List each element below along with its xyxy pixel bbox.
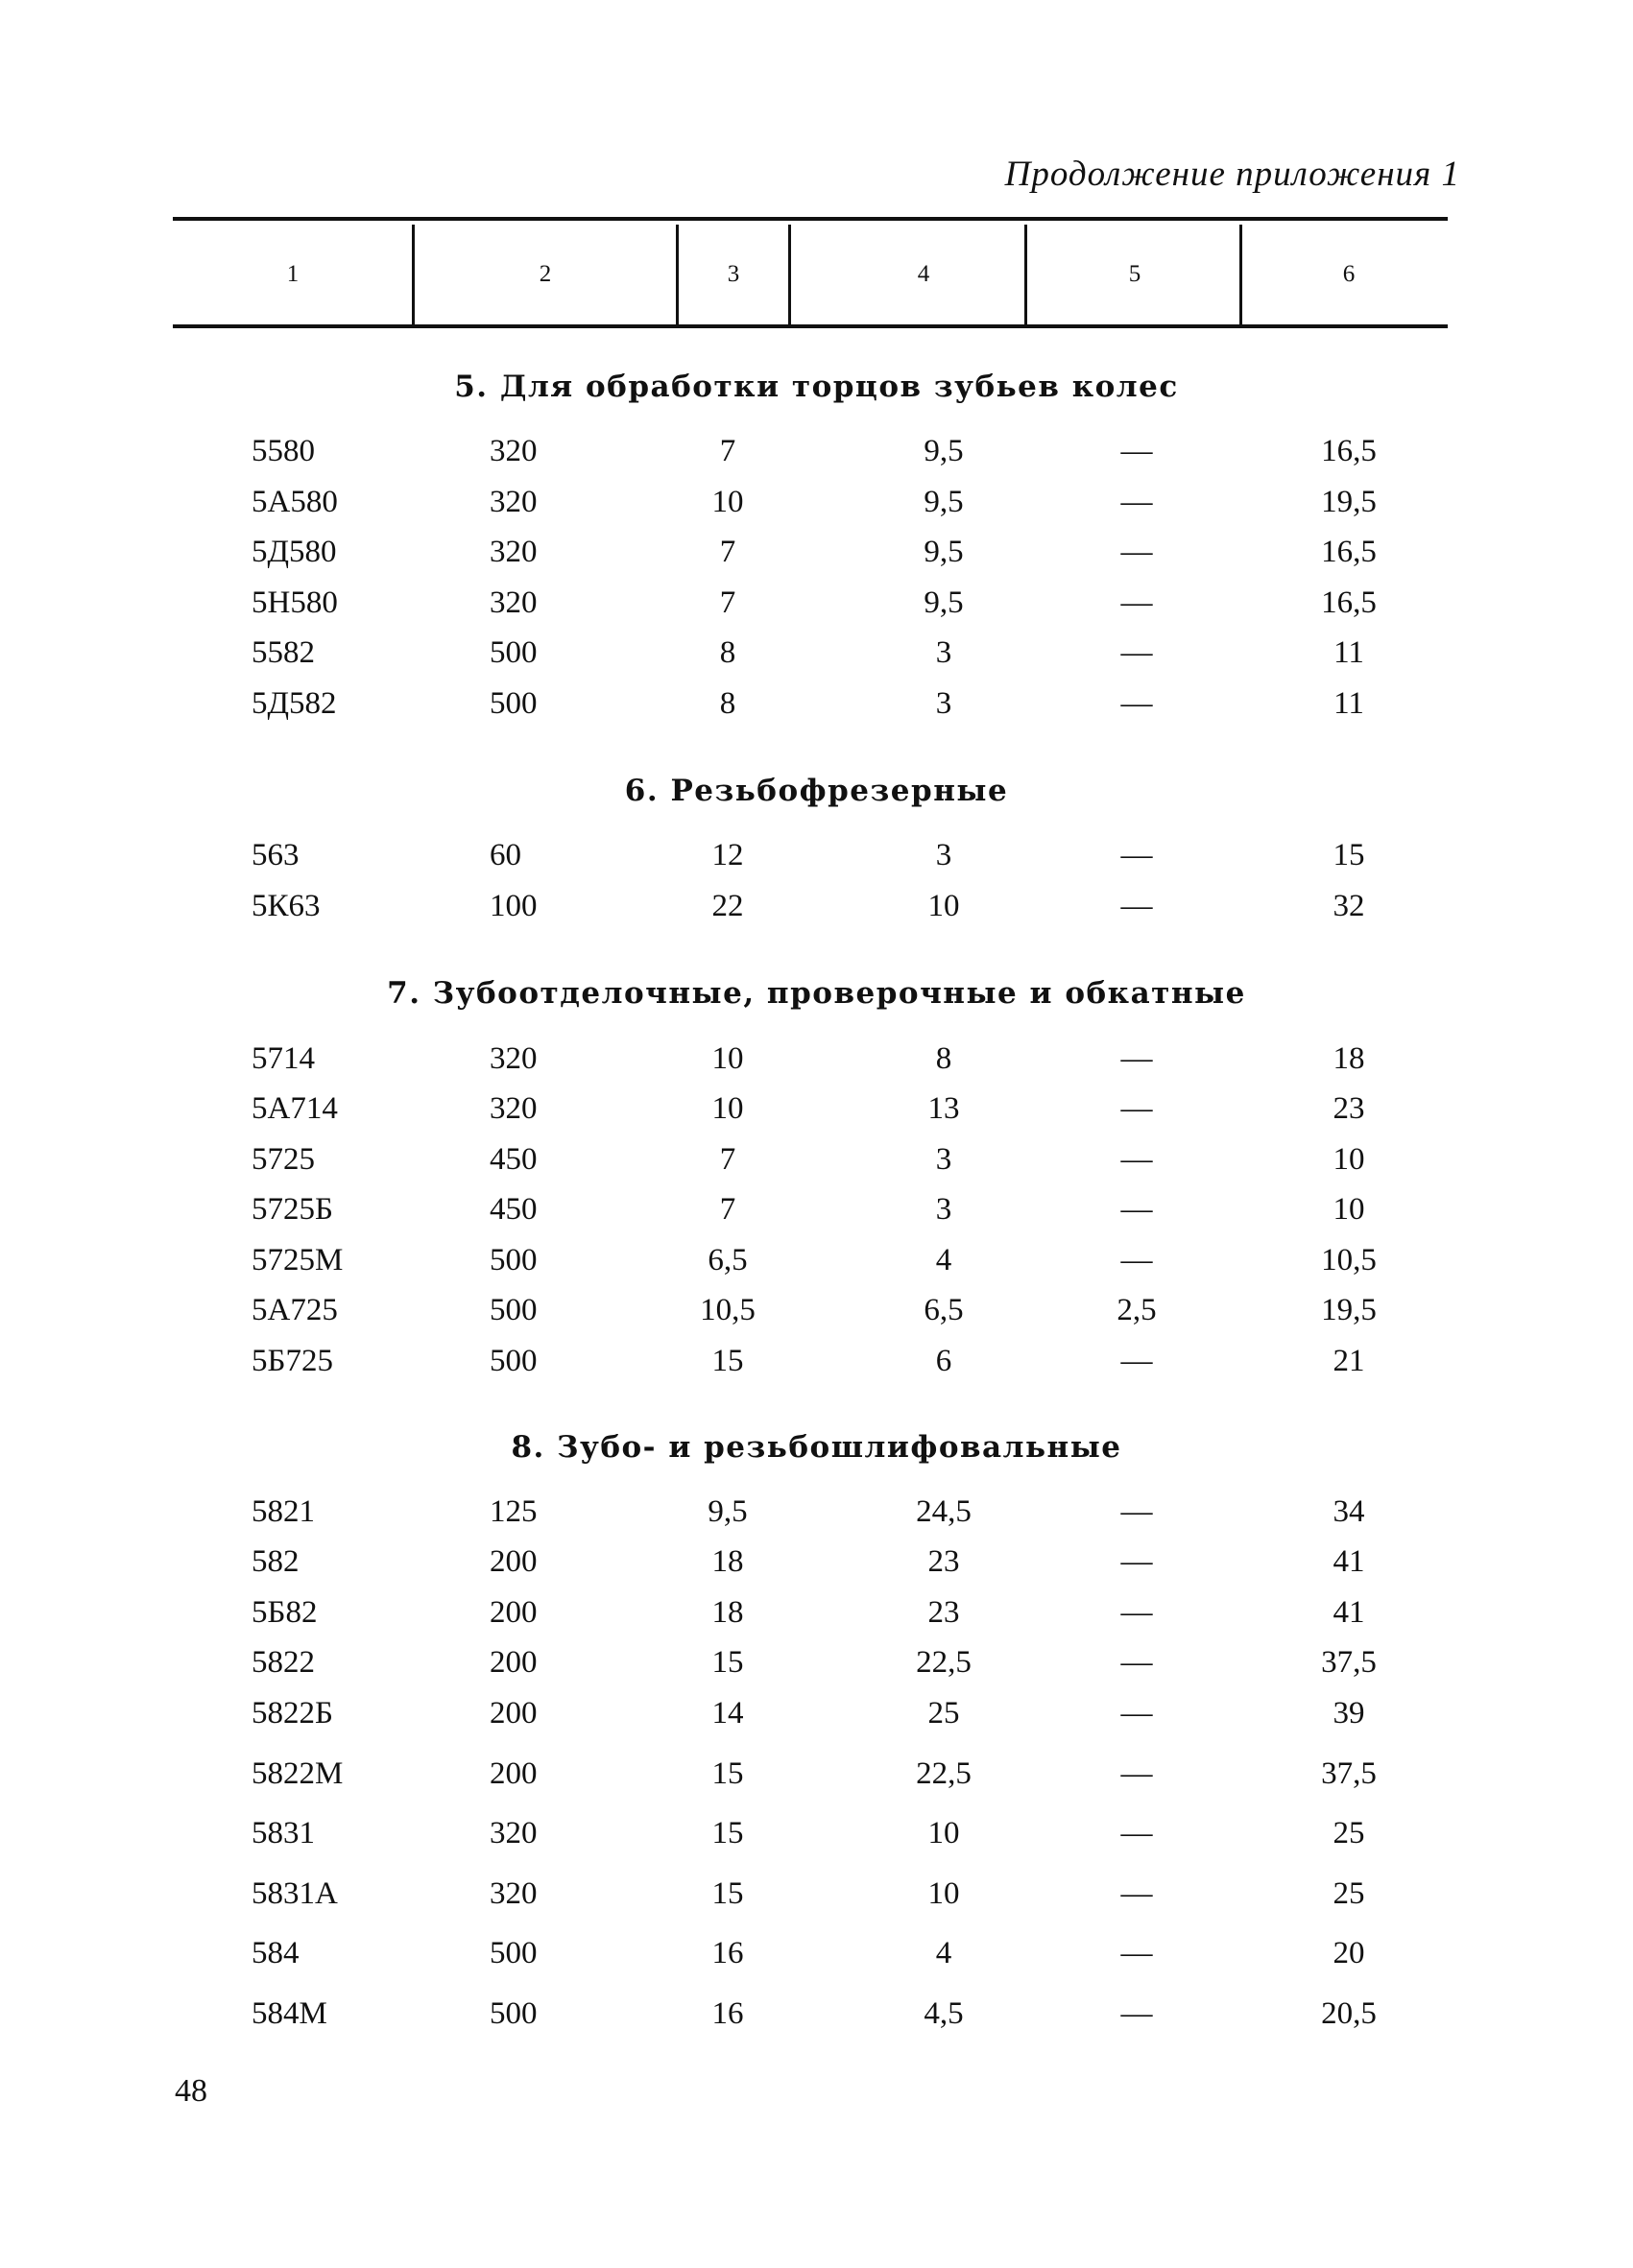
table-cell-col6: 41 xyxy=(1333,1544,1365,1579)
table-cell-col6: 11 xyxy=(1333,686,1364,721)
table-header-rule xyxy=(173,324,1448,328)
column-number-6: 6 xyxy=(1342,261,1356,287)
table-cell-col3: 7 xyxy=(719,434,736,468)
table-cell-col3: 15 xyxy=(711,1876,744,1911)
table-cell-col3: 7 xyxy=(719,1142,736,1177)
table-cell-col6: 25 xyxy=(1333,1816,1365,1850)
table-cell-col4: 10 xyxy=(927,889,960,923)
table-cell-col6: 19,5 xyxy=(1321,485,1377,519)
table-cell-col3: 10 xyxy=(711,485,744,519)
table-cell-col1: 5Б725 xyxy=(252,1344,333,1378)
table-cell-col3: 8 xyxy=(719,635,736,670)
table-row xyxy=(0,585,1633,632)
table-row xyxy=(0,1243,1633,1289)
table-cell-col5: — xyxy=(1120,1142,1153,1177)
table-cell-col2: 200 xyxy=(490,1595,538,1630)
table-cell-col1: 5Н580 xyxy=(252,585,338,620)
table-cell-col3: 8 xyxy=(719,686,736,721)
table-cell-col4: 24,5 xyxy=(916,1494,972,1529)
table-row xyxy=(0,1142,1633,1188)
table-cell-col3: 10,5 xyxy=(700,1293,756,1327)
table-cell-col3: 7 xyxy=(719,535,736,569)
continuation-header: Продолжение приложения 1 xyxy=(1004,155,1460,194)
table-cell-col6: 16,5 xyxy=(1321,535,1377,569)
table-cell-col6: 10 xyxy=(1333,1142,1365,1177)
table-cell-col1: 582 xyxy=(252,1544,300,1579)
table-cell-col6: 19,5 xyxy=(1321,1293,1377,1327)
table-cell-col3: 9,5 xyxy=(708,1494,748,1529)
table-cell-col5: — xyxy=(1120,485,1153,519)
table-cell-col5: — xyxy=(1120,1595,1153,1630)
table-cell-col6: 18 xyxy=(1333,1041,1365,1076)
table-cell-col4: 8 xyxy=(935,1041,952,1076)
table-cell-col2: 200 xyxy=(490,1696,538,1731)
table-cell-col2: 320 xyxy=(490,485,538,519)
table-cell-col1: 5К63 xyxy=(252,889,321,923)
table-cell-col1: 5822 xyxy=(252,1645,315,1680)
table-cell-col2: 450 xyxy=(490,1192,538,1227)
table-cell-col5: — xyxy=(1120,585,1153,620)
table-cell-col6: 32 xyxy=(1333,889,1365,923)
table-cell-col4: 6,5 xyxy=(924,1293,964,1327)
table-row xyxy=(0,434,1633,480)
table-row xyxy=(0,1876,1633,1922)
table-cell-col4: 13 xyxy=(927,1091,960,1126)
table-cell-col6: 37,5 xyxy=(1321,1645,1377,1680)
column-divider xyxy=(788,225,791,324)
table-cell-col2: 500 xyxy=(490,1243,538,1277)
column-number-5: 5 xyxy=(1128,261,1141,287)
table-cell-col6: 41 xyxy=(1333,1595,1365,1630)
table-cell-col4: 23 xyxy=(927,1544,960,1579)
column-number-1: 1 xyxy=(286,261,300,287)
table-cell-col1: 5Д582 xyxy=(252,686,337,721)
table-cell-col4: 6 xyxy=(935,1344,952,1378)
table-cell-col1: 5725 xyxy=(252,1142,315,1177)
table-cell-col3: 6,5 xyxy=(708,1243,748,1277)
table-cell-col6: 10,5 xyxy=(1321,1243,1377,1277)
table-cell-col4: 22,5 xyxy=(916,1756,972,1791)
table-cell-col4: 3 xyxy=(935,1192,952,1227)
table-cell-col5: — xyxy=(1120,1996,1153,2031)
table-cell-col5: — xyxy=(1120,1494,1153,1529)
column-divider xyxy=(1024,225,1027,324)
table-cell-col6: 23 xyxy=(1333,1091,1365,1126)
table-cell-col3: 12 xyxy=(711,838,744,872)
table-cell-col4: 9,5 xyxy=(924,535,964,569)
table-cell-col1: 5822М xyxy=(252,1756,344,1791)
table-cell-col4: 3 xyxy=(935,635,952,670)
table-cell-col2: 320 xyxy=(490,535,538,569)
table-cell-col3: 15 xyxy=(711,1756,744,1791)
table-row xyxy=(0,635,1633,681)
table-cell-col2: 100 xyxy=(490,889,538,923)
table-cell-col6: 39 xyxy=(1333,1696,1365,1731)
table-cell-col4: 25 xyxy=(927,1696,960,1731)
section-title: 7. Зубоотделочные, проверочные и обкатные xyxy=(387,976,1246,1011)
table-cell-col2: 320 xyxy=(490,1876,538,1911)
table-cell-col2: 200 xyxy=(490,1645,538,1680)
table-cell-col1: 5725М xyxy=(252,1243,344,1277)
table-cell-col1: 5831А xyxy=(252,1876,338,1911)
table-row xyxy=(0,1494,1633,1540)
table-cell-col1: 5714 xyxy=(252,1041,315,1076)
table-cell-col3: 14 xyxy=(711,1696,744,1731)
table-cell-col6: 37,5 xyxy=(1321,1756,1377,1791)
table-cell-col2: 500 xyxy=(490,686,538,721)
table-cell-col4: 4 xyxy=(935,1243,952,1277)
table-cell-col4: 23 xyxy=(927,1595,960,1630)
table-cell-col6: 20,5 xyxy=(1321,1996,1377,2031)
table-cell-col6: 21 xyxy=(1333,1344,1365,1378)
table-cell-col5: — xyxy=(1120,1936,1153,1970)
table-cell-col2: 320 xyxy=(490,585,538,620)
table-cell-col2: 320 xyxy=(490,434,538,468)
table-row xyxy=(0,535,1633,581)
table-cell-col3: 18 xyxy=(711,1595,744,1630)
column-number-4: 4 xyxy=(917,261,930,287)
table-cell-col5: — xyxy=(1120,1344,1153,1378)
table-row xyxy=(0,1936,1633,1982)
table-cell-col4: 3 xyxy=(935,686,952,721)
table-cell-col3: 15 xyxy=(711,1645,744,1680)
table-row xyxy=(0,1544,1633,1590)
table-cell-col6: 20 xyxy=(1333,1936,1365,1970)
table-cell-col6: 16,5 xyxy=(1321,585,1377,620)
table-cell-col1: 5821 xyxy=(252,1494,315,1529)
table-cell-col5: — xyxy=(1120,1091,1153,1126)
table-cell-col1: 584М xyxy=(252,1996,327,2031)
table-cell-col5: — xyxy=(1120,1192,1153,1227)
table-cell-col6: 16,5 xyxy=(1321,434,1377,468)
table-cell-col2: 320 xyxy=(490,1091,538,1126)
section-title: 6. Резьбофрезерные xyxy=(624,774,1009,808)
table-row xyxy=(0,1192,1633,1238)
table-cell-col5: — xyxy=(1120,1544,1153,1579)
table-cell-col6: 11 xyxy=(1333,635,1364,670)
table-cell-col6: 34 xyxy=(1333,1494,1365,1529)
column-number-2: 2 xyxy=(539,261,552,287)
table-row xyxy=(0,1091,1633,1137)
table-cell-col1: 5Б82 xyxy=(252,1595,318,1630)
table-row xyxy=(0,1696,1633,1742)
table-cell-col2: 320 xyxy=(490,1041,538,1076)
table-row xyxy=(0,838,1633,884)
table-cell-col5: — xyxy=(1120,434,1153,468)
table-cell-col5: — xyxy=(1120,838,1153,872)
table-cell-col2: 320 xyxy=(490,1816,538,1850)
table-cell-col2: 500 xyxy=(490,635,538,670)
table-cell-col5: 2,5 xyxy=(1117,1293,1157,1327)
table-cell-col2: 450 xyxy=(490,1142,538,1177)
table-cell-col5: — xyxy=(1120,1816,1153,1850)
table-cell-col6: 15 xyxy=(1333,838,1365,872)
table-cell-col4: 3 xyxy=(935,838,952,872)
column-divider xyxy=(1239,225,1242,324)
table-cell-col1: 5А580 xyxy=(252,485,338,519)
table-cell-col4: 4,5 xyxy=(924,1996,964,2031)
table-cell-col4: 4 xyxy=(935,1936,952,1970)
table-cell-col2: 60 xyxy=(490,838,521,872)
table-cell-col3: 10 xyxy=(711,1091,744,1126)
table-cell-col1: 5А714 xyxy=(252,1091,338,1126)
table-cell-col2: 200 xyxy=(490,1756,538,1791)
table-cell-col5: — xyxy=(1120,535,1153,569)
table-cell-col3: 15 xyxy=(711,1344,744,1378)
table-row xyxy=(0,1344,1633,1390)
table-row xyxy=(0,1595,1633,1641)
table-cell-col1: 563 xyxy=(252,838,300,872)
table-cell-col3: 7 xyxy=(719,585,736,620)
table-cell-col5: — xyxy=(1120,1041,1153,1076)
table-cell-col1: 5822Б xyxy=(252,1696,333,1731)
table-cell-col1: 5831 xyxy=(252,1816,315,1850)
table-cell-col2: 200 xyxy=(490,1544,538,1579)
table-cell-col1: 5580 xyxy=(252,434,315,468)
table-row xyxy=(0,1041,1633,1087)
table-cell-col1: 584 xyxy=(252,1936,300,1970)
table-cell-col5: — xyxy=(1120,1243,1153,1277)
table-cell-col1: 5725Б xyxy=(252,1192,333,1227)
table-cell-col3: 22 xyxy=(711,889,744,923)
table-cell-col2: 500 xyxy=(490,1293,538,1327)
table-cell-col1: 5А725 xyxy=(252,1293,338,1327)
table-row xyxy=(0,1645,1633,1691)
table-cell-col5: — xyxy=(1120,1645,1153,1680)
table-cell-col3: 7 xyxy=(719,1192,736,1227)
table-cell-col4: 22,5 xyxy=(916,1645,972,1680)
table-row xyxy=(0,1816,1633,1862)
table-cell-col4: 9,5 xyxy=(924,585,964,620)
page-number: 48 xyxy=(175,2073,207,2109)
section-title: 8. Зубо- и резьбошлифовальные xyxy=(511,1430,1122,1465)
table-cell-col5: — xyxy=(1120,1876,1153,1911)
table-cell-col6: 10 xyxy=(1333,1192,1365,1227)
table-cell-col3: 15 xyxy=(711,1816,744,1850)
table-cell-col5: — xyxy=(1120,635,1153,670)
table-row xyxy=(0,1756,1633,1802)
table-cell-col5: — xyxy=(1120,686,1153,721)
table-cell-col2: 125 xyxy=(490,1494,538,1529)
table-row xyxy=(0,889,1633,935)
table-cell-col4: 3 xyxy=(935,1142,952,1177)
table-cell-col3: 10 xyxy=(711,1041,744,1076)
table-cell-col6: 25 xyxy=(1333,1876,1365,1911)
table-cell-col2: 500 xyxy=(490,1344,538,1378)
table-cell-col5: — xyxy=(1120,1696,1153,1731)
table-row xyxy=(0,686,1633,732)
table-cell-col4: 9,5 xyxy=(924,485,964,519)
table-top-rule xyxy=(173,217,1448,221)
column-number-3: 3 xyxy=(727,261,740,287)
table-cell-col2: 500 xyxy=(490,1936,538,1970)
table-cell-col5: — xyxy=(1120,1756,1153,1791)
table-cell-col3: 16 xyxy=(711,1936,744,1970)
table-row xyxy=(0,485,1633,531)
table-cell-col5: — xyxy=(1120,889,1153,923)
column-divider xyxy=(412,225,415,324)
table-cell-col1: 5Д580 xyxy=(252,535,337,569)
section-title: 5. Для обработки торцов зубьев колес xyxy=(454,370,1179,404)
table-cell-col1: 5582 xyxy=(252,635,315,670)
table-cell-col2: 500 xyxy=(490,1996,538,2031)
table-cell-col3: 16 xyxy=(711,1996,744,2031)
table-cell-col4: 10 xyxy=(927,1876,960,1911)
table-row xyxy=(0,1293,1633,1339)
table-row xyxy=(0,1996,1633,2042)
column-divider xyxy=(676,225,679,324)
table-cell-col4: 10 xyxy=(927,1816,960,1850)
table-cell-col4: 9,5 xyxy=(924,434,964,468)
table-cell-col3: 18 xyxy=(711,1544,744,1579)
